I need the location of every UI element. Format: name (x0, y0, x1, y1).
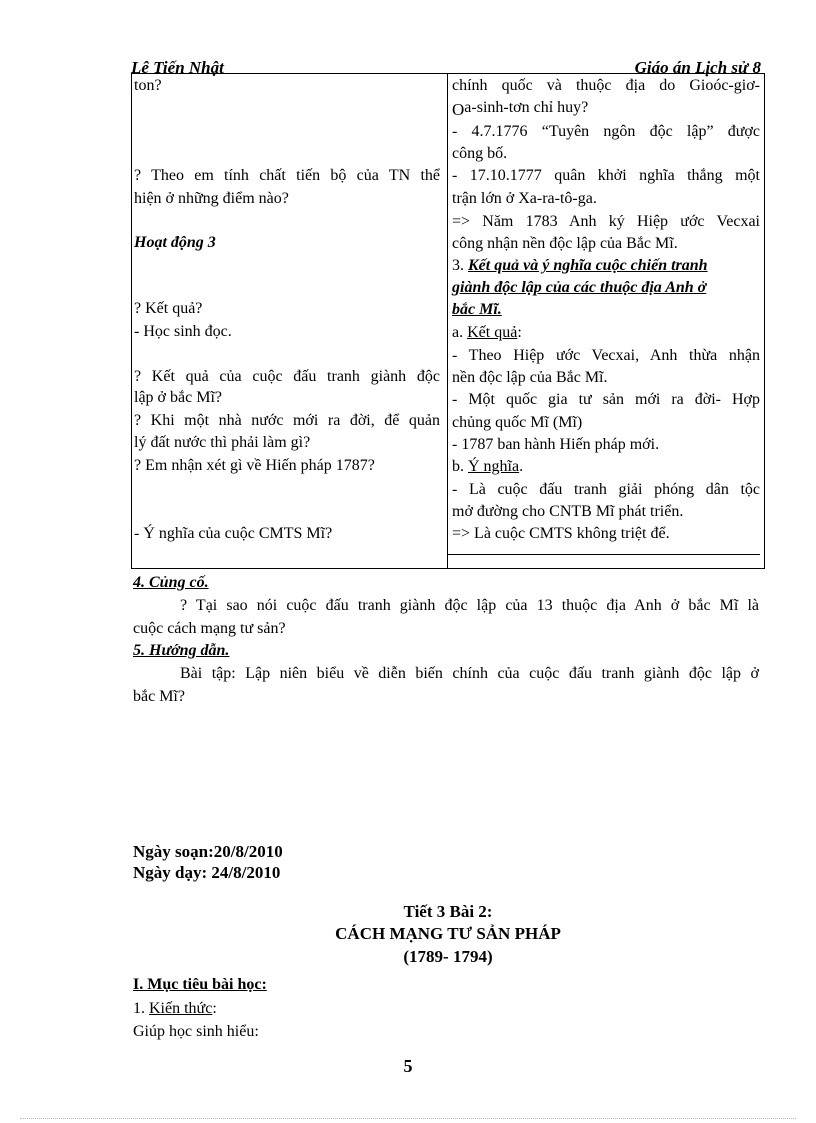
section-3-title-1: Kết quả và ý nghĩa cuộc chiến tranh (468, 257, 708, 274)
section-4-line-2: cuộc cách mạng tư sản? (133, 620, 286, 637)
right-line-2 (452, 95, 588, 119)
activity-heading: Hoạt động 3 (134, 234, 216, 251)
teach-date: Ngày dạy: 24/8/2010 (133, 863, 281, 882)
left-line-9: ? Khi một nhà nước mới ra đời, để quản (134, 412, 440, 429)
left-line-5: ? Kết quả? (134, 300, 203, 317)
section-5-line-2: bắc Mĩ? (133, 688, 185, 705)
table-inner-rule (448, 554, 760, 555)
objective-number: 1. (133, 1000, 149, 1017)
objective-text: Giúp học sinh hiểu: (133, 1023, 259, 1040)
right-line-14: nền độc lập của Bắc Mĩ. (452, 369, 608, 386)
meaning-label: Ý nghĩa (468, 458, 520, 475)
section-4-text (133, 594, 759, 640)
left-line-3: hiện ở những điểm nào? (134, 190, 289, 207)
left-line-2: ? Theo em tính chất tiến bộ của TN thể (134, 167, 440, 184)
table-column-divider (447, 74, 448, 568)
left-line-1: ton? (134, 77, 162, 94)
result-colon: : (517, 324, 522, 341)
objective-label: Kiến thức (149, 1000, 213, 1017)
lesson-title: CÁCH MẠNG TƯ SẢN PHÁP (335, 924, 561, 943)
lesson-years: (1789- 1794) (403, 947, 493, 966)
left-line-6: - Học sinh đọc. (134, 323, 232, 340)
right-line-1: chính quốc và thuộc địa do Gioóc-giơ- (452, 77, 760, 94)
footer-dotted-rule (20, 1118, 796, 1119)
lesson-table (131, 73, 765, 569)
prep-date: Ngày soạn:20/8/2010 (133, 842, 283, 861)
section-5-title: 5. Hướng dẫn. (133, 642, 230, 659)
result-letter: a. (452, 324, 468, 341)
right-line-21: => Là cuộc CMTS không triệt để. (452, 525, 670, 542)
right-line-2-text: a-sinh-tơn chỉ huy? (464, 99, 589, 116)
section-4-title: 4. Củng cố. (133, 574, 209, 591)
section-3-heading (452, 254, 708, 277)
result-heading (452, 321, 522, 344)
objective-knowledge (133, 997, 217, 1020)
left-line-10: lý đất nước thì phải làm gì? (134, 434, 311, 451)
left-line-11: ? Em nhận xét gì về Hiến pháp 1787? (134, 457, 375, 474)
section-5-line-1: Bài tập: Lập niên biểu về diễn biến chính của cuộc đấu tranh giành độc lập ở (180, 665, 759, 682)
right-line-3: - 4.7.1776 “Tuyên ngôn độc lập” được (452, 123, 760, 140)
objectives-heading: I. Mục tiêu bài học: (133, 976, 267, 993)
section-3-title-2: giành độc lập của các thuộc địa Anh ở (452, 279, 707, 296)
right-line-19: - Là cuộc đấu tranh giải phóng dân tộc (452, 481, 760, 498)
lesson-dates (133, 841, 283, 883)
right-line-16: chủng quốc Mĩ (Mĩ) (452, 414, 583, 431)
right-line-15: - Một quốc gia tư sản mới ra đời- Hợp (452, 391, 760, 408)
section-3-number: 3. (452, 257, 468, 274)
right-line-20: mở đường cho CNTB Mĩ phát triển. (452, 503, 684, 520)
left-line-8: lập ở bắc Mĩ? (134, 389, 222, 406)
meaning-heading (452, 455, 523, 478)
lesson-number: Tiết 3 Bài 2: (403, 902, 493, 921)
meaning-period: . (519, 458, 524, 475)
page-number: 5 (403, 1056, 413, 1076)
header-author: Lê Tiến Nhật (131, 58, 224, 77)
result-label: Kết quả (467, 324, 518, 341)
right-line-5: - 17.10.1777 quân khởi nghĩa thắng một (452, 167, 760, 184)
right-line-7: => Năm 1783 Anh ký Hiệp ước Vecxai (452, 213, 760, 230)
section-5-text (133, 662, 759, 708)
right-line-2-prefix: O (452, 100, 465, 119)
left-line-7: ? Kết quả của cuộc đấu tranh giành độc (134, 368, 440, 385)
objective-colon: : (212, 1000, 217, 1017)
right-line-6: trận lớn ở Xa-ra-tô-ga. (452, 190, 597, 207)
section-3-title-3: bắc Mĩ. (452, 301, 502, 318)
section-4-line-1: ? Tại sao nói cuộc đấu tranh giành độc lập của 13 thuộc địa Anh ở bắc Mĩ là (180, 597, 759, 614)
left-line-12: - Ý nghĩa của cuộc CMTS Mĩ? (134, 525, 333, 542)
right-line-13: - Theo Hiệp ước Vecxai, Anh thừa nhận (452, 347, 760, 364)
meaning-letter: b. (452, 458, 468, 475)
right-line-8: công nhận nền độc lập của Bắc Mĩ. (452, 235, 678, 252)
right-line-17: - 1787 ban hành Hiến pháp mới. (452, 436, 660, 453)
header-subject: Giáo án Lịch sử 8 (634, 58, 761, 77)
right-line-4: công bố. (452, 145, 508, 162)
